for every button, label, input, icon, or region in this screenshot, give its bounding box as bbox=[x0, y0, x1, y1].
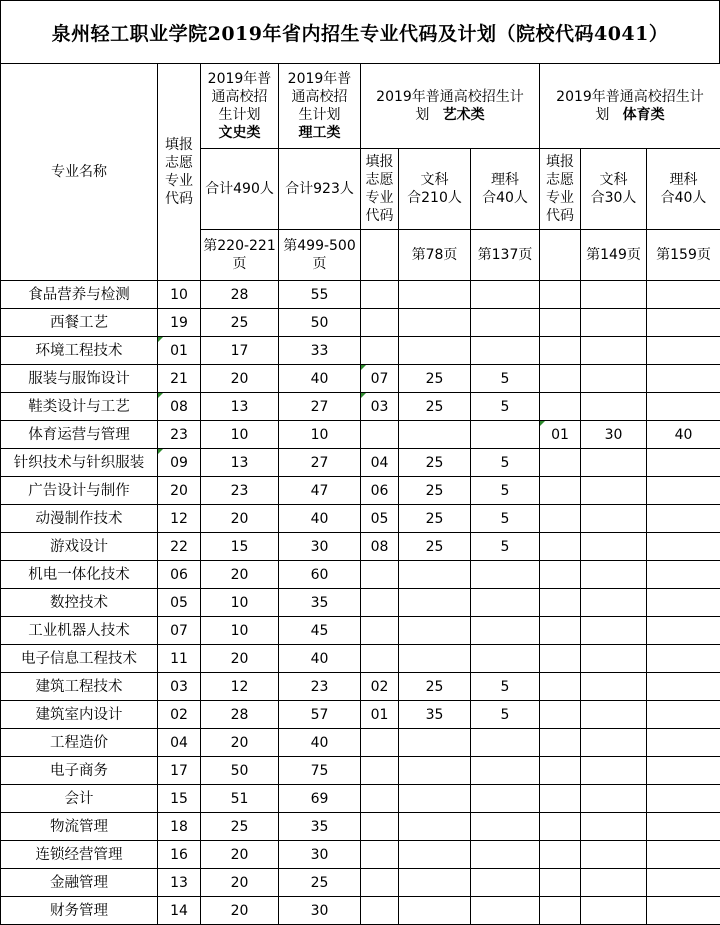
major-name: 建筑工程技术 bbox=[1, 673, 158, 701]
page-title: 泉州轻工职业学院2019年省内招生专业代码及计划（院校代码4041） bbox=[0, 0, 720, 64]
major-name: 建筑室内设计 bbox=[1, 701, 158, 729]
ligong-count: 40 bbox=[279, 365, 361, 393]
table-row bbox=[1, 589, 720, 617]
ligong-total: 合计923人 bbox=[279, 149, 361, 230]
sport-plan-header: 2019年普通高校招生计 划 体育类 bbox=[540, 64, 720, 149]
wenshi-pages: 第220-221 页 bbox=[201, 230, 279, 281]
major-name: 财务管理 bbox=[1, 897, 158, 925]
sport-wenke-count bbox=[581, 897, 647, 925]
art-like-count: 5 bbox=[471, 673, 540, 701]
sport-like-count bbox=[647, 757, 720, 785]
art-wenke-count: 25 bbox=[399, 477, 471, 505]
major-name: 数控技术 bbox=[1, 589, 158, 617]
major-name: 电子信息工程技术 bbox=[1, 645, 158, 673]
ligong-count: 35 bbox=[279, 813, 361, 841]
art-code bbox=[361, 589, 399, 617]
sport-wenke-count bbox=[581, 505, 647, 533]
ligong-count: 60 bbox=[279, 561, 361, 589]
art-like-count bbox=[471, 309, 540, 337]
table-row bbox=[1, 393, 720, 421]
ligong-count: 55 bbox=[279, 281, 361, 309]
art-wenke-count: 35 bbox=[399, 701, 471, 729]
header-row-1 bbox=[1, 64, 720, 149]
art-wenke-count bbox=[399, 561, 471, 589]
sport-wenke-count bbox=[581, 561, 647, 589]
wenshi-count: 20 bbox=[201, 897, 279, 925]
art-wenke-count bbox=[399, 785, 471, 813]
art-like-count bbox=[471, 281, 540, 309]
wenshi-count: 20 bbox=[201, 841, 279, 869]
sport-like-count bbox=[647, 477, 720, 505]
art-like-count bbox=[471, 841, 540, 869]
major-name: 环境工程技术 bbox=[1, 337, 158, 365]
art-plan-header: 2019年普通高校招生计 划 艺术类 bbox=[361, 64, 540, 149]
ligong-count: 30 bbox=[279, 841, 361, 869]
art-wenke-count bbox=[399, 869, 471, 897]
wenshi-count: 20 bbox=[201, 869, 279, 897]
sport-code bbox=[540, 365, 581, 393]
table-row bbox=[1, 337, 720, 365]
sport-wenke-count bbox=[581, 673, 647, 701]
ligong-count: 75 bbox=[279, 757, 361, 785]
sport-code bbox=[540, 869, 581, 897]
art-code: 05 bbox=[361, 505, 399, 533]
sport-like-count bbox=[647, 869, 720, 897]
art-like-count bbox=[471, 757, 540, 785]
ligong-count: 33 bbox=[279, 337, 361, 365]
art-code bbox=[361, 309, 399, 337]
sport-like-count bbox=[647, 813, 720, 841]
wenshi-count: 20 bbox=[201, 561, 279, 589]
sport-like-count bbox=[647, 617, 720, 645]
fill-code: 23 bbox=[158, 421, 201, 449]
wenshi-count: 50 bbox=[201, 757, 279, 785]
major-name-header: 专业名称 bbox=[1, 64, 158, 281]
art-wenke-count: 25 bbox=[399, 505, 471, 533]
sport-like-count bbox=[647, 561, 720, 589]
major-name: 游戏设计 bbox=[1, 533, 158, 561]
sport-like-count bbox=[647, 673, 720, 701]
fill-code: 12 bbox=[158, 505, 201, 533]
sport-code bbox=[540, 813, 581, 841]
wenshi-count: 25 bbox=[201, 309, 279, 337]
sport-code bbox=[540, 589, 581, 617]
sport-like-count bbox=[647, 533, 720, 561]
wenshi-count: 20 bbox=[201, 645, 279, 673]
art-wenke-count: 25 bbox=[399, 533, 471, 561]
art-code: 02 bbox=[361, 673, 399, 701]
wenshi-count: 10 bbox=[201, 617, 279, 645]
table-row bbox=[1, 757, 720, 785]
sport-code bbox=[540, 701, 581, 729]
fill-code: 20 bbox=[158, 477, 201, 505]
sport-like-count bbox=[647, 841, 720, 869]
sport-code bbox=[540, 617, 581, 645]
ligong-count: 40 bbox=[279, 505, 361, 533]
fill-code: 06 bbox=[158, 561, 201, 589]
fill-code: 16 bbox=[158, 841, 201, 869]
sport-like-count bbox=[647, 701, 720, 729]
art-code bbox=[361, 869, 399, 897]
art-code: 08 bbox=[361, 533, 399, 561]
sport-wenke-count bbox=[581, 589, 647, 617]
art-code bbox=[361, 729, 399, 757]
art-code bbox=[361, 841, 399, 869]
table-row bbox=[1, 365, 720, 393]
fill-code-header: 填报 志愿 专业 代码 bbox=[158, 64, 201, 281]
wenshi-count: 10 bbox=[201, 589, 279, 617]
sport-code bbox=[540, 785, 581, 813]
ligong-count: 47 bbox=[279, 477, 361, 505]
art-like-count bbox=[471, 617, 540, 645]
table-row bbox=[1, 561, 720, 589]
sport-code bbox=[540, 337, 581, 365]
table-row bbox=[1, 897, 720, 925]
sport-like-count: 40 bbox=[647, 421, 720, 449]
ligong-count: 40 bbox=[279, 645, 361, 673]
art-wenke-header: 文科 合210人 bbox=[399, 149, 471, 230]
art-wenke-count: 25 bbox=[399, 449, 471, 477]
fill-code: 15 bbox=[158, 785, 201, 813]
art-code-pages-empty bbox=[361, 230, 399, 281]
art-like-count: 5 bbox=[471, 477, 540, 505]
sport-wenke-count bbox=[581, 645, 647, 673]
art-like-page: 第137页 bbox=[471, 230, 540, 281]
art-wenke-count bbox=[399, 645, 471, 673]
sport-like-count bbox=[647, 449, 720, 477]
table-row bbox=[1, 449, 720, 477]
art-code bbox=[361, 813, 399, 841]
sport-wenke-count bbox=[581, 869, 647, 897]
sport-like-count bbox=[647, 785, 720, 813]
sport-wenke-count bbox=[581, 841, 647, 869]
ligong-count: 23 bbox=[279, 673, 361, 701]
major-name: 针织技术与针织服装 bbox=[1, 449, 158, 477]
sport-wenke-count bbox=[581, 785, 647, 813]
enrollment-plan-table bbox=[0, 63, 720, 925]
table-row bbox=[1, 281, 720, 309]
wenshi-count: 10 bbox=[201, 421, 279, 449]
wenshi-count: 17 bbox=[201, 337, 279, 365]
wenshi-count: 25 bbox=[201, 813, 279, 841]
fill-code: 04 bbox=[158, 729, 201, 757]
sport-code bbox=[540, 841, 581, 869]
art-code bbox=[361, 281, 399, 309]
sport-code bbox=[540, 645, 581, 673]
sport-wenke-count bbox=[581, 477, 647, 505]
sport-code-pages-empty bbox=[540, 230, 581, 281]
sport-wenke-count bbox=[581, 281, 647, 309]
art-code bbox=[361, 421, 399, 449]
major-name: 物流管理 bbox=[1, 813, 158, 841]
art-wenke-count bbox=[399, 337, 471, 365]
ligong-count: 27 bbox=[279, 393, 361, 421]
sport-like-count bbox=[647, 281, 720, 309]
art-like-count bbox=[471, 561, 540, 589]
sport-wenke-count bbox=[581, 365, 647, 393]
major-name: 动漫制作技术 bbox=[1, 505, 158, 533]
art-like-header: 理科 合40人 bbox=[471, 149, 540, 230]
table-row bbox=[1, 785, 720, 813]
sport-code bbox=[540, 309, 581, 337]
art-like-count bbox=[471, 421, 540, 449]
art-like-count bbox=[471, 869, 540, 897]
sport-wenke-count bbox=[581, 449, 647, 477]
fill-code: 18 bbox=[158, 813, 201, 841]
sport-like-count bbox=[647, 897, 720, 925]
art-like-count bbox=[471, 813, 540, 841]
ligong-count: 45 bbox=[279, 617, 361, 645]
ligong-count: 27 bbox=[279, 449, 361, 477]
major-name: 机电一体化技术 bbox=[1, 561, 158, 589]
sport-code bbox=[540, 561, 581, 589]
sport-like-header: 理科 合40人 bbox=[647, 149, 720, 230]
art-like-count bbox=[471, 729, 540, 757]
sport-code bbox=[540, 393, 581, 421]
art-wenke-count: 25 bbox=[399, 365, 471, 393]
fill-code: 22 bbox=[158, 533, 201, 561]
table-row bbox=[1, 673, 720, 701]
table-row bbox=[1, 645, 720, 673]
art-wenke-count: 25 bbox=[399, 393, 471, 421]
wenshi-count: 20 bbox=[201, 365, 279, 393]
major-name: 西餐工艺 bbox=[1, 309, 158, 337]
art-wenke-count bbox=[399, 589, 471, 617]
sport-wenke-count bbox=[581, 393, 647, 421]
wenshi-count: 13 bbox=[201, 393, 279, 421]
sport-like-count bbox=[647, 589, 720, 617]
major-name: 电子商务 bbox=[1, 757, 158, 785]
fill-code: 07 bbox=[158, 617, 201, 645]
sport-wenke-count bbox=[581, 729, 647, 757]
sport-wenke-count bbox=[581, 701, 647, 729]
sport-code bbox=[540, 281, 581, 309]
major-name: 食品营养与检测 bbox=[1, 281, 158, 309]
wenshi-count: 12 bbox=[201, 673, 279, 701]
table-row bbox=[1, 729, 720, 757]
art-code bbox=[361, 617, 399, 645]
sport-code bbox=[540, 757, 581, 785]
art-like-count: 5 bbox=[471, 701, 540, 729]
wenshi-count: 20 bbox=[201, 729, 279, 757]
art-like-count: 5 bbox=[471, 533, 540, 561]
sport-code bbox=[540, 533, 581, 561]
art-code: 01 bbox=[361, 701, 399, 729]
ligong-count: 35 bbox=[279, 589, 361, 617]
sport-fill-code-header: 填报 志愿 专业 代码 bbox=[540, 149, 581, 230]
fill-code: 11 bbox=[158, 645, 201, 673]
sport-like-count bbox=[647, 365, 720, 393]
sport-wenke-count bbox=[581, 533, 647, 561]
ligong-count: 50 bbox=[279, 309, 361, 337]
fill-code: 14 bbox=[158, 897, 201, 925]
art-code bbox=[361, 757, 399, 785]
art-wenke-count bbox=[399, 897, 471, 925]
art-wenke-count bbox=[399, 617, 471, 645]
ligong-pages: 第499-500 页 bbox=[279, 230, 361, 281]
art-like-count bbox=[471, 785, 540, 813]
fill-code: 09 bbox=[158, 449, 201, 477]
sport-code bbox=[540, 897, 581, 925]
wenshi-count: 13 bbox=[201, 449, 279, 477]
sport-wenke-count bbox=[581, 757, 647, 785]
major-name: 工业机器人技术 bbox=[1, 617, 158, 645]
art-fill-code-header: 填报 志愿 专业 代码 bbox=[361, 149, 399, 230]
fill-code: 08 bbox=[158, 393, 201, 421]
sport-code bbox=[540, 673, 581, 701]
table-row bbox=[1, 701, 720, 729]
sport-like-count bbox=[647, 309, 720, 337]
art-wenke-count bbox=[399, 757, 471, 785]
ligong-count: 40 bbox=[279, 729, 361, 757]
sport-wenke-count: 30 bbox=[581, 421, 647, 449]
art-wenke-count bbox=[399, 421, 471, 449]
table-row bbox=[1, 841, 720, 869]
major-name: 广告设计与制作 bbox=[1, 477, 158, 505]
ligong-count: 30 bbox=[279, 533, 361, 561]
ligong-count: 10 bbox=[279, 421, 361, 449]
art-code bbox=[361, 645, 399, 673]
wenshi-count: 15 bbox=[201, 533, 279, 561]
art-wenke-page: 第78页 bbox=[399, 230, 471, 281]
fill-code: 01 bbox=[158, 337, 201, 365]
sport-code bbox=[540, 449, 581, 477]
art-wenke-count bbox=[399, 729, 471, 757]
art-like-count: 5 bbox=[471, 505, 540, 533]
sport-like-page: 第159页 bbox=[647, 230, 720, 281]
art-like-count: 5 bbox=[471, 449, 540, 477]
art-code bbox=[361, 337, 399, 365]
sport-like-count bbox=[647, 505, 720, 533]
art-like-count bbox=[471, 589, 540, 617]
art-wenke-count: 25 bbox=[399, 673, 471, 701]
art-like-count bbox=[471, 645, 540, 673]
ligong-count: 69 bbox=[279, 785, 361, 813]
fill-code: 03 bbox=[158, 673, 201, 701]
art-code bbox=[361, 785, 399, 813]
sport-wenke-count bbox=[581, 813, 647, 841]
table-row bbox=[1, 477, 720, 505]
wenshi-total: 合计490人 bbox=[201, 149, 279, 230]
sport-wenke-count bbox=[581, 309, 647, 337]
sport-wenke-header: 文科 合30人 bbox=[581, 149, 647, 230]
wenshi-count: 51 bbox=[201, 785, 279, 813]
wenshi-plan-header: 2019年普 通高校招 生计划 文史类 bbox=[201, 64, 279, 149]
sport-code bbox=[540, 477, 581, 505]
ligong-plan-header: 2019年普 通高校招 生计划 理工类 bbox=[279, 64, 361, 149]
art-code bbox=[361, 561, 399, 589]
table-row bbox=[1, 533, 720, 561]
table-row bbox=[1, 421, 720, 449]
art-like-count bbox=[471, 337, 540, 365]
art-like-count: 5 bbox=[471, 393, 540, 421]
table-row bbox=[1, 617, 720, 645]
art-code: 03 bbox=[361, 393, 399, 421]
fill-code: 17 bbox=[158, 757, 201, 785]
art-like-count: 5 bbox=[471, 365, 540, 393]
fill-code: 19 bbox=[158, 309, 201, 337]
sport-like-count bbox=[647, 729, 720, 757]
art-code: 04 bbox=[361, 449, 399, 477]
sport-wenke-count bbox=[581, 617, 647, 645]
wenshi-count: 20 bbox=[201, 505, 279, 533]
major-name: 会计 bbox=[1, 785, 158, 813]
wenshi-count: 28 bbox=[201, 281, 279, 309]
sport-like-count bbox=[647, 393, 720, 421]
table-row bbox=[1, 869, 720, 897]
art-wenke-count bbox=[399, 281, 471, 309]
major-name: 连锁经营管理 bbox=[1, 841, 158, 869]
ligong-count: 25 bbox=[279, 869, 361, 897]
sport-code bbox=[540, 729, 581, 757]
fill-code: 10 bbox=[158, 281, 201, 309]
table-row bbox=[1, 309, 720, 337]
major-name: 服装与服饰设计 bbox=[1, 365, 158, 393]
fill-code: 02 bbox=[158, 701, 201, 729]
wenshi-count: 23 bbox=[201, 477, 279, 505]
wenshi-count: 28 bbox=[201, 701, 279, 729]
ligong-count: 30 bbox=[279, 897, 361, 925]
sport-code: 01 bbox=[540, 421, 581, 449]
major-name: 工程造价 bbox=[1, 729, 158, 757]
ligong-count: 57 bbox=[279, 701, 361, 729]
major-name: 体育运营与管理 bbox=[1, 421, 158, 449]
sport-like-count bbox=[647, 337, 720, 365]
art-code: 07 bbox=[361, 365, 399, 393]
major-name: 鞋类设计与工艺 bbox=[1, 393, 158, 421]
art-wenke-count bbox=[399, 813, 471, 841]
art-code bbox=[361, 897, 399, 925]
fill-code: 13 bbox=[158, 869, 201, 897]
sport-wenke-count bbox=[581, 337, 647, 365]
sport-code bbox=[540, 505, 581, 533]
table-row bbox=[1, 813, 720, 841]
sport-wenke-page: 第149页 bbox=[581, 230, 647, 281]
art-wenke-count bbox=[399, 309, 471, 337]
art-wenke-count bbox=[399, 841, 471, 869]
art-like-count bbox=[471, 897, 540, 925]
major-name: 金融管理 bbox=[1, 869, 158, 897]
fill-code: 05 bbox=[158, 589, 201, 617]
sport-like-count bbox=[647, 645, 720, 673]
table-row bbox=[1, 505, 720, 533]
art-code: 06 bbox=[361, 477, 399, 505]
fill-code: 21 bbox=[158, 365, 201, 393]
